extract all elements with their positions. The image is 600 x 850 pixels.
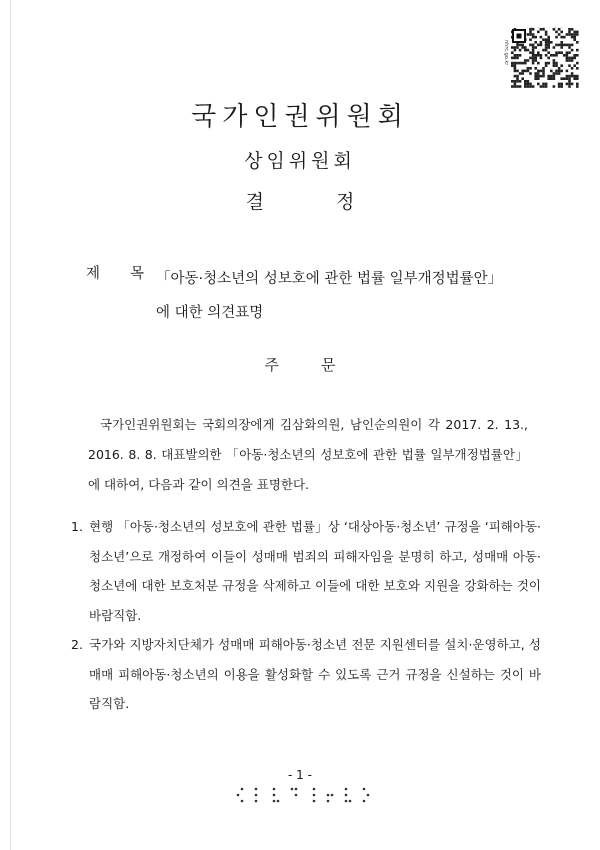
order-heading-char-2: 문 xyxy=(321,356,336,374)
order-heading-char-1: 주 xyxy=(264,356,279,374)
document-type-char-2: 정 xyxy=(336,191,355,213)
subject-text xyxy=(156,262,556,330)
document-type-title xyxy=(0,187,600,214)
subject-label-char-1: 제 xyxy=(86,266,101,282)
opinion-item-text: 현행 「아동·청소년의 성보호에 관한 법률」상 ‘대상아동·청소년’ 규정을 ‘피해아동·청소년’으로 개정하여 이들이 성매매 범죄의 피해자임을 분명히 하고, 성매매 아동·청소년에 대한 보호처분 규정을 삭제하고 이들에 대한 보호와 지원을 강화하는 것이 바람직함. xyxy=(89,519,541,623)
subject-label xyxy=(86,262,144,283)
intro-paragraph xyxy=(88,410,528,500)
subject-line-1: 「아동·청소년의 성보호에 관한 법률 일부개정법률안」 xyxy=(156,271,503,287)
braille-mark-icon xyxy=(232,785,382,807)
opinion-item xyxy=(71,512,541,630)
opinion-item-number: 2. xyxy=(71,637,83,652)
subject-line-2: 에 대한 의견표명 xyxy=(156,305,264,321)
opinion-list xyxy=(71,512,541,719)
opinion-item-text: 국가와 지방자치단체가 성매매 피해아동·청소년 전문 지원센터를 설치·운영하고, 성매매 피해아동·청소년의 이용을 활성화할 수 있도록 근거 규정을 신설하는 것이 바람직함. xyxy=(89,637,541,711)
document-type-char-1: 결 xyxy=(245,191,264,213)
opinion-item xyxy=(71,630,541,719)
organization-title: 국가인권위원회 xyxy=(191,102,409,132)
qr-side-text: nhrc.go.kr xyxy=(503,40,509,66)
page-number: - 1 - xyxy=(288,768,312,782)
order-heading xyxy=(0,354,600,375)
intro-text: 국가인권위원회는 국회의장에게 김삼화의원, 남인순의원이 각 2017. 2. 13., 2016. 8. 8. 대표발의한 「아동·청소년의 성보호에 관한 법률 일부개정법률안」에 대하여, 다음과 같이 의견을 표명한다. xyxy=(88,417,528,492)
qr-code-icon xyxy=(511,28,579,88)
committee-title: 상임위원회 xyxy=(244,150,356,172)
subject-label-char-2: 목 xyxy=(130,266,145,282)
opinion-item-number: 1. xyxy=(71,519,83,534)
